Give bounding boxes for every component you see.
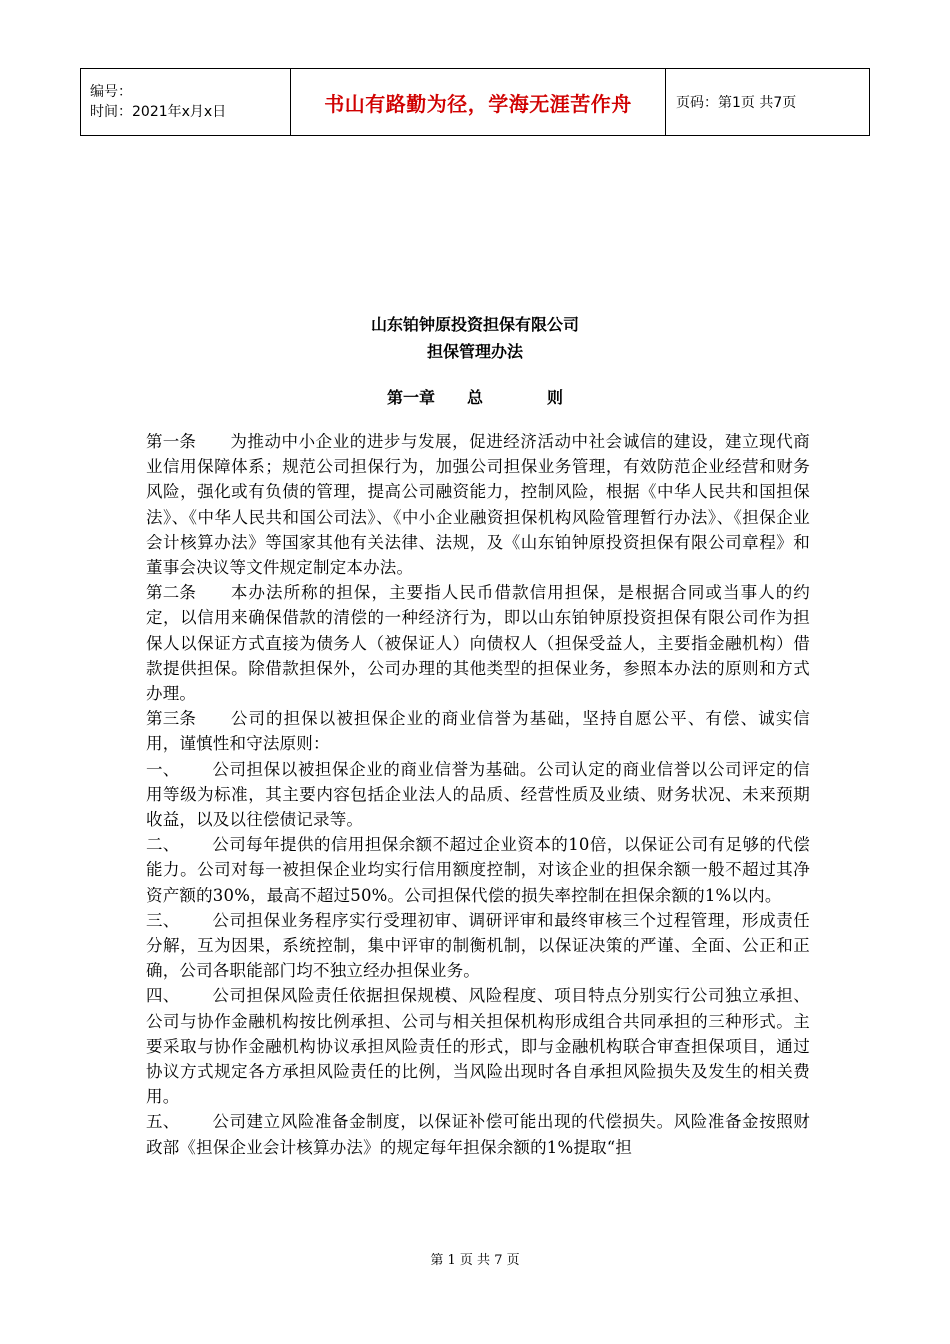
item-3 bbox=[146, 908, 810, 984]
article-text: 公司的担保以被担保企业的商业信誉为基础，坚持自愿公平、有偿、诚实信用，谨慎性和守法原则： bbox=[146, 709, 810, 754]
item-text: 公司担保业务程序实行受理初审、调研评审和最终审核三个过程管理，形成责任分解，互为因果，系统控制，集中评审的制衡机制，以保证决策的严谨、全面、公正和正确，公司各职能部门均不独立经办担保业务。 bbox=[146, 910, 810, 981]
document-body bbox=[146, 429, 810, 1160]
item-1 bbox=[146, 757, 810, 833]
article-text: 为推动中小企业的进步与发展，促进经济活动中社会诚信的建设，建立现代商业信用保障体系；规范公司担保行为，加强公司担保业务管理，有效防范企业经营和财务风险，强化或有负债的管理，提高公司融资能力，控制风险，根据《中华人民共和国担保法》、《中华人民共和国公司法》、《中小企业融资担保机构风险管理暂行办法》、《担保企业会计核算办法》等国家其他有关法律、法规，及《山东铂钟原投资担保有限公司章程》和董事会决议等文件规定制定本办法。 bbox=[146, 432, 810, 578]
item-label: 四、 bbox=[146, 986, 180, 1006]
document-number-label: 编号： bbox=[90, 84, 132, 100]
item-label: 五、 bbox=[146, 1112, 180, 1132]
item-text: 公司担保风险责任依据担保规模、风险程度、项目特点分别实行公司独立承担、公司与协作金融机构按比例承担、公司与相关担保机构形成组合共同承担的三种形式。主要采取与协作金融机构协议承担风险责任的形式，即与金融机构联合审查担保项目，通过协议方式规定各方承担风险责任的比例，当风险出现时各自承担风险损失及发生的相关费用。 bbox=[146, 986, 810, 1107]
item-2 bbox=[146, 832, 810, 908]
item-text: 公司每年提供的信用担保余额不超过企业资本的10倍，以保证公司有足够的代偿能力。公司对每一被担保企业均实行信用额度控制，对该企业的担保余额一般不超过其净资产额的30%，最高不超过50%。公司担保代偿的损失率控制在担保余额的1%以内。 bbox=[146, 835, 810, 905]
header-page-cell bbox=[666, 69, 870, 136]
header-page-label: 页码：第1页 共7页 bbox=[676, 95, 797, 111]
document-time-label: 时间：2021年x月x日 bbox=[90, 104, 227, 120]
article-text: 本办法所称的担保，主要指人民币借款信用担保，是根据合同或当事人的约定，以信用来确保借款的清偿的一种经济行为，即以山东铂钟原投资担保有限公司作为担保人以保证方式直接为债务人（被保证人）向债权人（担保受益人，主要指金融机构）借款提供担保。除借款担保外，公司办理的其他类型的担保业务，参照本办法的原则和方式办理。 bbox=[146, 583, 810, 704]
article-1 bbox=[146, 429, 810, 580]
document-title: 担保管理办法 bbox=[426, 342, 523, 361]
item-label: 三、 bbox=[146, 910, 180, 930]
header-motto-cell bbox=[291, 69, 666, 136]
page-footer: 第 1 页 共 7 页 bbox=[430, 1253, 520, 1268]
item-text: 公司建立风险准备金制度，以保证补偿可能出现的代偿损失。风险准备金按照财政部《担保企业会计核算办法》的规定每年担保余额的1%提取“担 bbox=[146, 1112, 810, 1157]
chapter-heading: 第一章 总 则 bbox=[386, 388, 563, 407]
article-2 bbox=[146, 580, 810, 706]
company-title: 山东铂钟原投资担保有限公司 bbox=[370, 315, 579, 334]
item-5 bbox=[146, 1109, 810, 1159]
item-4 bbox=[146, 983, 810, 1109]
item-label: 二、 bbox=[146, 835, 180, 855]
item-label: 一、 bbox=[146, 759, 180, 779]
header-table bbox=[80, 68, 870, 136]
header-meta-cell bbox=[81, 69, 291, 136]
header-motto: 书山有路勤为径，学海无涯苦作舟 bbox=[324, 91, 632, 116]
article-label: 第二条 bbox=[146, 583, 197, 603]
article-3 bbox=[146, 706, 810, 756]
article-label: 第三条 bbox=[146, 709, 197, 729]
article-label: 第一条 bbox=[146, 432, 197, 451]
item-text: 公司担保以被担保企业的商业信誉为基础。公司认定的商业信誉以公司评定的信用等级为标准，其主要内容包括企业法人的品质、经营性质及业绩、财务状况、未来预期收益，以及以往偿债记录等。 bbox=[146, 759, 810, 830]
